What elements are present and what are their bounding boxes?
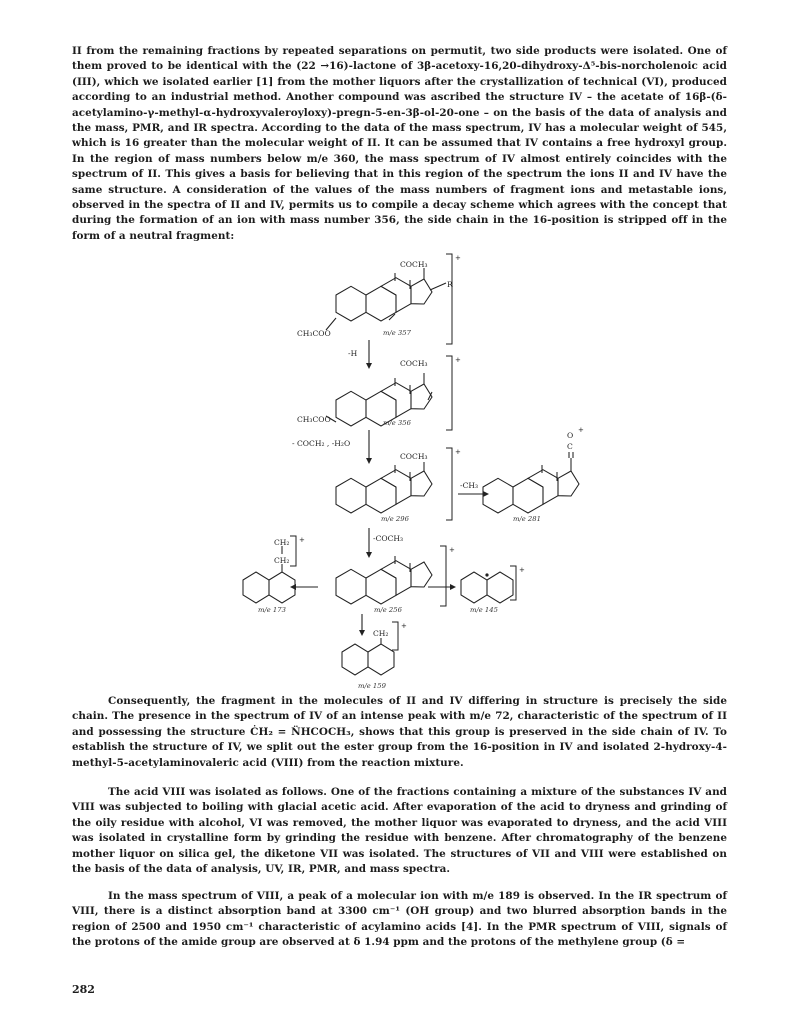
me145-label: m/e 145 — [470, 606, 498, 614]
ch3coo-label: CH₃COO — [297, 329, 331, 338]
r-label: R — [447, 280, 453, 289]
step-coch2-label: - COCH₂ , -H₂O — [292, 439, 351, 448]
me173-label: m/e 173 — [258, 606, 286, 614]
structure-me356 — [297, 356, 461, 430]
ch2-label: CH₂ — [373, 629, 389, 638]
arrow-step-coch2 — [292, 430, 372, 464]
plus-sign: + — [578, 426, 584, 434]
ch3coo-label: CH₃COO — [297, 415, 331, 424]
structure-me173 — [243, 536, 305, 614]
structure-me159 — [342, 622, 407, 690]
page-number: 282 — [72, 983, 95, 996]
plus-sign: + — [455, 254, 461, 262]
arrow-to-145 — [428, 584, 456, 590]
structure-me145 — [461, 566, 525, 614]
coch3-label: COCH₃ — [400, 260, 428, 269]
structure-me357 — [297, 254, 461, 344]
structure-me296 — [336, 448, 461, 523]
step-h-label: -H — [348, 349, 358, 358]
structure-me256 — [336, 546, 455, 614]
ketene-c-label: C — [567, 442, 573, 451]
step-ch3-label: -CH₃ — [460, 481, 479, 490]
arrow-step-ch3 — [458, 481, 489, 497]
structure-me281 — [483, 426, 584, 523]
me296-label: m/e 296 — [381, 515, 409, 523]
ch2-label: CH₂ — [274, 556, 290, 565]
plus-sign: + — [455, 356, 461, 364]
arrow-to-159 — [359, 614, 365, 636]
coch3-label: COCH₃ — [400, 452, 428, 461]
plus-sign: + — [299, 536, 305, 544]
plus-sign: + — [449, 546, 455, 554]
plus-sign: + — [401, 622, 407, 630]
ketene-o-label: O — [567, 431, 574, 440]
paragraph-side-chain: Consequently, the fragment in the molecules of II and IV differing in structure is precisely the side chain. The presence in the spectrum of IV of an intense peak with m/e 72, characteristic of the spectrum of II and possessing the structure ĊH₂ = N̈HCOCH₃, shows that this group is preserved in the side chain of IV. To establish the structure of IV, we split out the ester group from the 16-position in IV and isolated 2-hydroxy-4-methyl-5-acetylaminovaleric acid (VIII) from the reaction mixture. — [72, 695, 727, 769]
me281-label: m/e 281 — [513, 515, 541, 523]
me357-label: m/e 357 — [383, 329, 411, 337]
coch3-label: COCH₃ — [400, 359, 428, 368]
arrow-step-h — [348, 340, 372, 369]
paragraph-mass-spectrum: In the mass spectrum of VIII, a peak of a molecular ion with m/e 189 is observed. In the IR spectrum of VIII, there is a distinct absorption band at 3300 cm⁻¹ (OH group) and two blurred absorption bands in the region of 2500 and 1950 cm⁻¹ characteristic of acylamino acids [4]. In the PMR spectrum of VIII, signals of the protons of the amide group are observed at δ 1.94 ppm and the protons of the methylene group (δ = — [72, 890, 727, 949]
arrow-step-coch3 — [366, 528, 403, 558]
paragraph-acid-isolation: The acid VIII was isolated as follows. One of the fractions containing a mixture of the substances IV and VIII was subjected to boiling with glacial acetic acid. After evaporation of the acid to dryness and grinding of the oily residue with alcohol, VI was removed, the mother liquor was evaporated to dryness, and the acid VIII was isolated in crystalline form by grinding the residue with benzene. After chromatography of the benzene mother liquor on silica gel, the diketone VII was isolated. The structures of VII and VIII were established on the basis of the data of analysis, UV, IR, PMR, and mass spectra. — [72, 786, 727, 876]
paragraph-intro: II from the remaining fractions by repeated separations on permutit, two side products were isolated. One of them proved to be identical with the (22 →16)-lactone of 3β-acetoxy-16,20-dihydroxy-Δ⁵-bis-norcholenoic acid (III), which we isolated earlier [1] from the mother liquors after the crystallization of technical (VI), produced according to an industrial method. Another compound was ascribed the structure IV – the acetate of 16β-(δ-acetylamino-γ-methyl-α-hydroxyvaleroyloxy)-pregn-5-en-3β-ol-20-one – on the basis of the data of analysis and the mass, PMR, and IR spectra. According to the data of the mass spectrum, IV has a molecular weight of 545, which is 16 greater than the molecular weight of II. It can be assumed that IV contains a free hydroxyl group. In the region of mass numbers below m/e 360, the mass spectrum of IV almost entirely coincides with the spectrum of II. This gives a basis for believing that in this region of the spectrum the ions II and IV have the same structure. A consideration of the values of the mass numbers of fragment ions and metastable ions, observed in the spectra of II and IV, permits us to compile a decay scheme which agrees with the concept that during the formation of an ion with mass number 356, the side chain in the 16-position is stripped off in the form of a neutral fragment: — [72, 45, 727, 242]
me256-label: m/e 256 — [374, 606, 402, 614]
me159-label: m/e 159 — [358, 682, 386, 690]
me356-label: m/e 356 — [383, 419, 411, 427]
arrow-to-173 — [290, 584, 318, 590]
ch2-label: CH₂ — [274, 538, 290, 547]
step-coch3-label: -COCH₃ — [373, 534, 404, 543]
plus-sign: + — [519, 566, 525, 574]
plus-sign: + — [455, 448, 461, 456]
